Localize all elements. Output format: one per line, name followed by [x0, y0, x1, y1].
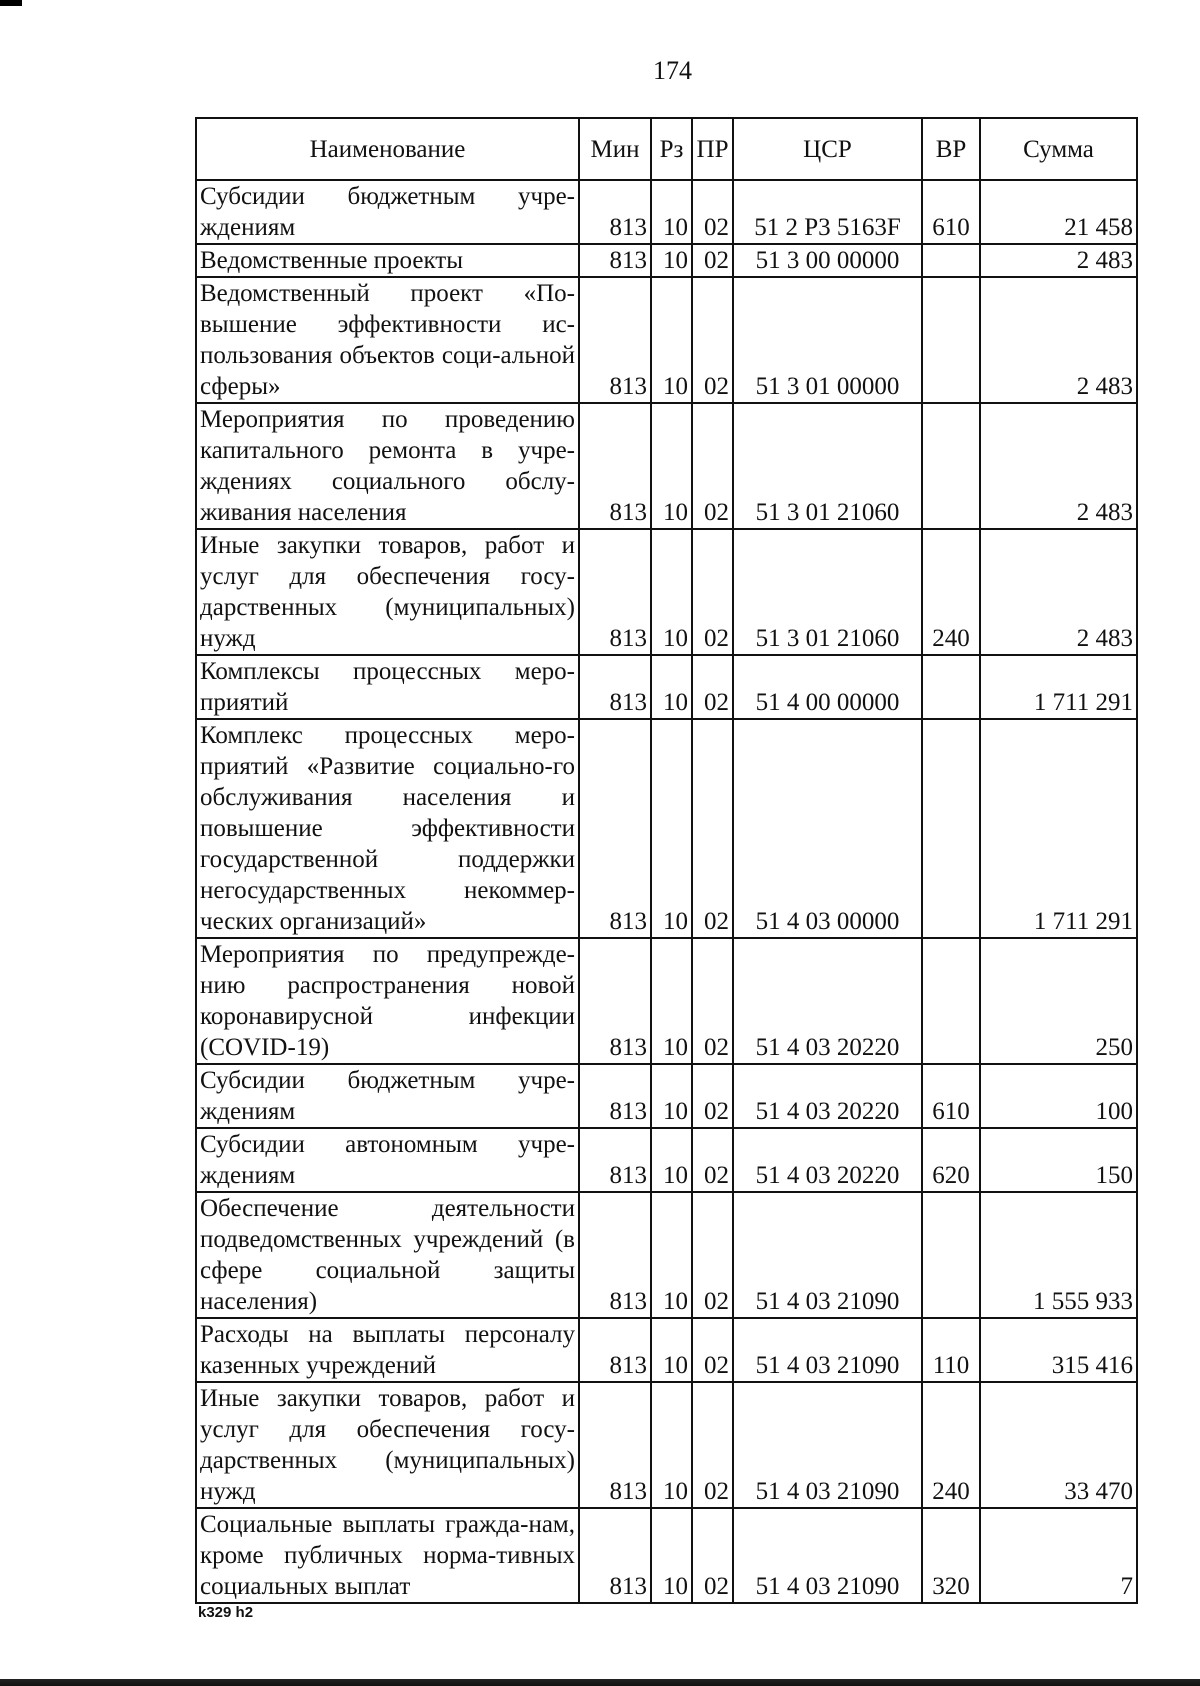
- cell-name: Ведомственный проект «По-вышение эффективности ис-пользования объектов соци-альной сферы»: [196, 277, 579, 403]
- table-row: [196, 719, 1137, 938]
- cell-vr: 240: [922, 1382, 980, 1508]
- header-name: Наименование: [196, 118, 579, 180]
- cell-sum: 1 711 291: [980, 719, 1137, 938]
- cell-rz: 10: [651, 1064, 692, 1128]
- cell-csr: 51 4 03 21090: [733, 1192, 922, 1318]
- cell-vr: 320: [922, 1508, 980, 1603]
- header-vr: ВР: [922, 118, 980, 180]
- table-row: [196, 1064, 1137, 1128]
- cell-name: Социальные выплаты гражда-нам, кроме публичных норма-тивных социальных выплат: [196, 1508, 579, 1603]
- table-row: [196, 180, 1137, 244]
- table-row: [196, 403, 1137, 529]
- cell-min: 813: [579, 529, 651, 655]
- cell-min: 813: [579, 655, 651, 719]
- cell-csr: 51 3 01 21060: [733, 403, 922, 529]
- cell-sum: 2 483: [980, 277, 1137, 403]
- cell-pr: 02: [692, 1128, 733, 1192]
- cell-rz: 10: [651, 1382, 692, 1508]
- cell-rz: 10: [651, 403, 692, 529]
- cell-min: 813: [579, 403, 651, 529]
- cell-min: 813: [579, 1382, 651, 1508]
- cell-sum: 150: [980, 1128, 1137, 1192]
- cell-pr: 02: [692, 938, 733, 1064]
- cell-rz: 10: [651, 1128, 692, 1192]
- header-pr: ПР: [692, 118, 733, 180]
- cell-sum: 2 483: [980, 529, 1137, 655]
- cell-sum: 33 470: [980, 1382, 1137, 1508]
- cell-min: 813: [579, 180, 651, 244]
- cell-name: Обеспечение деятельности подведомственных учреждений (в сфере социальной защиты населения): [196, 1192, 579, 1318]
- cell-rz: 10: [651, 244, 692, 277]
- cell-vr: 110: [922, 1318, 980, 1382]
- cell-name: Субсидии бюджетным учре-ждениям: [196, 1064, 579, 1128]
- cell-csr: 51 3 01 00000: [733, 277, 922, 403]
- cell-pr: 02: [692, 277, 733, 403]
- page-number: 174: [653, 56, 692, 85]
- table-header-row: [196, 118, 1137, 180]
- cell-csr: 51 3 00 00000: [733, 244, 922, 277]
- table-row: [196, 1128, 1137, 1192]
- scan-bottom-edge: [0, 1676, 1200, 1686]
- cell-sum: 315 416: [980, 1318, 1137, 1382]
- cell-name: Субсидии автономным учре-ждениям: [196, 1128, 579, 1192]
- cell-vr: [922, 719, 980, 938]
- cell-csr: 51 4 03 20220: [733, 938, 922, 1064]
- cell-rz: 10: [651, 180, 692, 244]
- cell-name: Иные закупки товаров, работ и услуг для обеспечения госу-дарственных (муниципальных) нужд: [196, 529, 579, 655]
- cell-vr: 610: [922, 1064, 980, 1128]
- cell-rz: 10: [651, 719, 692, 938]
- table-row: [196, 244, 1137, 277]
- cell-rz: 10: [651, 655, 692, 719]
- cell-min: 813: [579, 719, 651, 938]
- table-row: [196, 1192, 1137, 1318]
- cell-sum: 250: [980, 938, 1137, 1064]
- budget-table: [195, 117, 1138, 1604]
- cell-min: 813: [579, 1318, 651, 1382]
- table-row: [196, 277, 1137, 403]
- header-rz: Рз: [651, 118, 692, 180]
- cell-vr: 610: [922, 180, 980, 244]
- cell-pr: 02: [692, 180, 733, 244]
- cell-pr: 02: [692, 529, 733, 655]
- cell-rz: 10: [651, 277, 692, 403]
- cell-rz: 10: [651, 1318, 692, 1382]
- scan-corner-mark: [0, 0, 22, 6]
- cell-name: Иные закупки товаров, работ и услуг для обеспечения госу-дарственных (муниципальных) нужд: [196, 1382, 579, 1508]
- cell-csr: 51 4 03 21090: [733, 1508, 922, 1603]
- cell-vr: [922, 938, 980, 1064]
- cell-sum: 7: [980, 1508, 1137, 1603]
- table-row: [196, 655, 1137, 719]
- cell-vr: [922, 655, 980, 719]
- cell-min: 813: [579, 1192, 651, 1318]
- cell-vr: [922, 1192, 980, 1318]
- cell-name: Ведомственные проекты: [196, 244, 579, 277]
- cell-min: 813: [579, 1128, 651, 1192]
- cell-sum: 100: [980, 1064, 1137, 1128]
- cell-vr: 240: [922, 529, 980, 655]
- cell-sum: 1 711 291: [980, 655, 1137, 719]
- cell-sum: 2 483: [980, 403, 1137, 529]
- cell-csr: 51 4 03 20220: [733, 1128, 922, 1192]
- cell-csr: 51 4 00 00000: [733, 655, 922, 719]
- cell-pr: 02: [692, 1318, 733, 1382]
- cell-vr: [922, 403, 980, 529]
- table-row: [196, 938, 1137, 1064]
- cell-vr: 620: [922, 1128, 980, 1192]
- table-row: [196, 529, 1137, 655]
- cell-min: 813: [579, 938, 651, 1064]
- cell-rz: 10: [651, 1192, 692, 1318]
- footer-code: k329 h2: [198, 1604, 254, 1621]
- cell-sum: 2 483: [980, 244, 1137, 277]
- cell-pr: 02: [692, 719, 733, 938]
- header-min: Мин: [579, 118, 651, 180]
- table-body: [196, 180, 1137, 1603]
- header-csr: ЦСР: [733, 118, 922, 180]
- header-sum: Сумма: [980, 118, 1137, 180]
- cell-name: Мероприятия по проведению капитального ремонта в учре-ждениях социального обслу-живания населения: [196, 403, 579, 529]
- table-row: [196, 1508, 1137, 1603]
- cell-pr: 02: [692, 655, 733, 719]
- cell-name: Комплекс процессных меро-приятий «Развитие социально-го обслуживания населения и повышение эффективности государственной поддержки негосударственных некоммер-ческих организаций»: [196, 719, 579, 938]
- cell-csr: 51 4 03 21090: [733, 1382, 922, 1508]
- cell-rz: 10: [651, 1508, 692, 1603]
- cell-csr: 51 4 03 00000: [733, 719, 922, 938]
- cell-pr: 02: [692, 244, 733, 277]
- cell-csr: 51 4 03 21090: [733, 1318, 922, 1382]
- cell-csr: 51 2 Р3 5163F: [733, 180, 922, 244]
- cell-name: Субсидии бюджетным учре-ждениям: [196, 180, 579, 244]
- cell-name: Мероприятия по предупрежде-нию распространения новой коронавирусной инфекции (COVID-19): [196, 938, 579, 1064]
- cell-min: 813: [579, 1508, 651, 1603]
- cell-sum: 1 555 933: [980, 1192, 1137, 1318]
- cell-name: Расходы на выплаты персоналу казенных учреждений: [196, 1318, 579, 1382]
- cell-pr: 02: [692, 1064, 733, 1128]
- cell-vr: [922, 244, 980, 277]
- table-row: [196, 1382, 1137, 1508]
- cell-csr: 51 4 03 20220: [733, 1064, 922, 1128]
- cell-pr: 02: [692, 1192, 733, 1318]
- cell-pr: 02: [692, 1508, 733, 1603]
- table-row: [196, 1318, 1137, 1382]
- cell-vr: [922, 277, 980, 403]
- cell-min: 813: [579, 1064, 651, 1128]
- cell-name: Комплексы процессных меро-приятий: [196, 655, 579, 719]
- cell-sum: 21 458: [980, 180, 1137, 244]
- cell-min: 813: [579, 277, 651, 403]
- cell-min: 813: [579, 244, 651, 277]
- cell-rz: 10: [651, 529, 692, 655]
- cell-rz: 10: [651, 938, 692, 1064]
- cell-pr: 02: [692, 1382, 733, 1508]
- cell-pr: 02: [692, 403, 733, 529]
- cell-csr: 51 3 01 21060: [733, 529, 922, 655]
